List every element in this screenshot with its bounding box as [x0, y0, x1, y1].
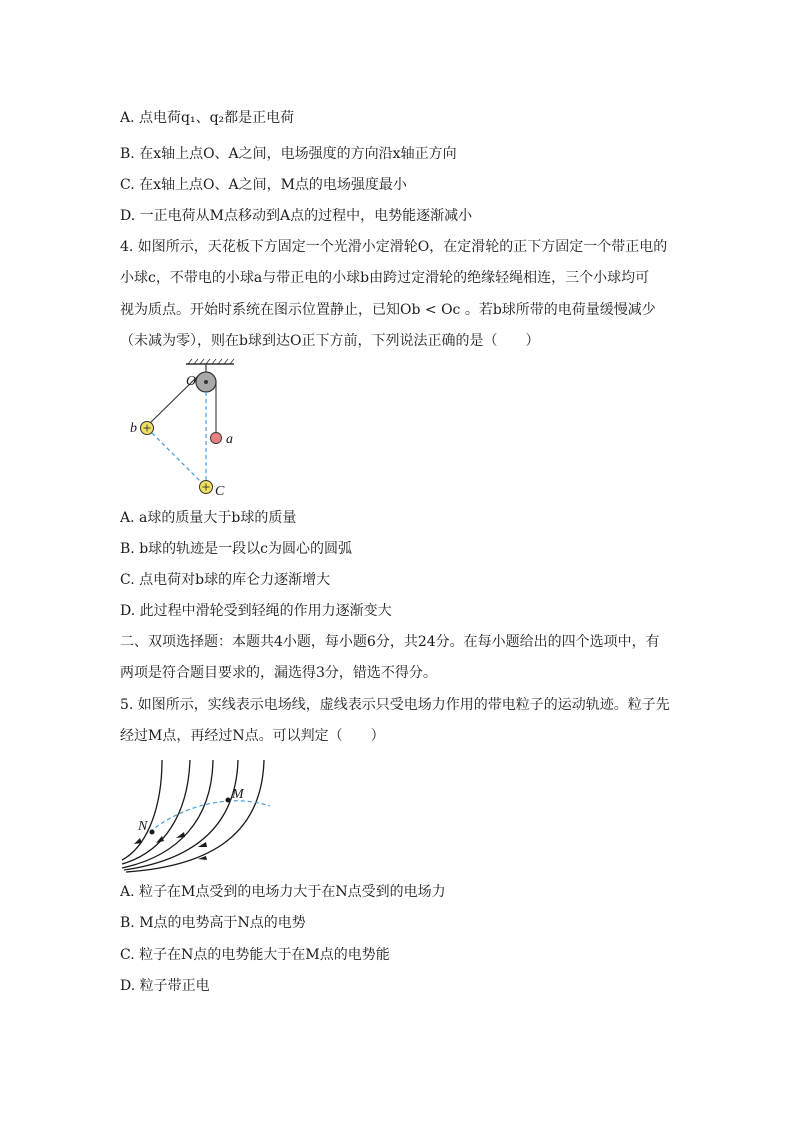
field-lines	[122, 760, 264, 872]
q5-figure	[118, 756, 278, 874]
q4-option-b: B. b球的轨迹是一段以c为圆心的圆弧	[120, 541, 352, 557]
q5-option-a: A. 粒子在M点受到的电场力大于在N点受到的电场力	[120, 884, 446, 900]
ball-a-icon	[211, 433, 222, 444]
q5-stem-line-1: 5. 如图所示，实线表示电场线，虚线表示只受电场力作用的带电粒子的运动轨迹。粒子先	[120, 697, 670, 713]
q5-stem-line-2: 经过M点，再经过N点。可以判定（ ）	[120, 728, 385, 744]
q5-option-b: B. M点的电势高于N点的电势	[120, 915, 306, 931]
q3-option-d: D. 一正电荷从M点移动到A点的过程中，电势能逐渐减小	[120, 208, 473, 224]
point-m	[226, 798, 231, 803]
trajectory	[150, 801, 270, 832]
q4-stem-line-4: （未减为零），则在b球到达O正下方前，下列说法正确的是（ ）	[120, 333, 540, 349]
label-a: a	[226, 432, 233, 447]
q4-option-c: C. 点电荷对b球的库仑力逐渐增大	[120, 572, 331, 588]
label-m: M	[232, 787, 244, 802]
q3-option-b: B. 在x轴上点O、A之间，电场强度的方向沿x轴正方向	[120, 146, 457, 162]
q4-stem-line-2: 小球c，不带电的小球a与带正电的小球b由跨过定滑轮的绝缘轻绳相连，三个小球均可	[120, 270, 650, 286]
label-o: O	[186, 374, 197, 389]
label-n: N	[138, 819, 148, 834]
q3-option-a: A. 点电荷q₁、q₂都是正电荷	[120, 110, 295, 126]
q4-option-a: A. a球的质量大于b球的质量	[120, 510, 297, 526]
q5-option-d: D. 粒子带正电	[120, 978, 210, 994]
dashed-bc	[147, 428, 206, 487]
q4-figure	[120, 358, 270, 503]
q5-option-c: C. 粒子在N点的电势能大于在M点的电势能	[120, 947, 390, 963]
q4-option-d: D. 此过程中滑轮受到轻绳的作用力逐渐变大	[120, 603, 392, 619]
q3-option-c: C. 在x轴上点O、A之间，M点的电场强度最小	[120, 177, 407, 193]
section2-heading-line-2: 两项是符合题目要求的，漏选得3分，错选不得分。	[120, 665, 437, 681]
q4-stem-line-1: 4. 如图所示，天花板下方固定一个光滑小定滑轮O，在定滑轮的正下方固定一个带正电的	[120, 239, 668, 255]
q4-stem-line-3: 视为质点。开始时系统在图示位置静止，已知Ob < Oc 。若b球所带的电荷量缓慢减少	[120, 302, 656, 318]
label-c: C	[215, 484, 225, 499]
section2-heading-line-1: 二、双项选择题：本题共4小题，每小题6分，共24分。在每小题给出的四个选项中，有	[120, 634, 660, 650]
label-b: b	[130, 421, 137, 436]
point-n	[150, 830, 155, 835]
